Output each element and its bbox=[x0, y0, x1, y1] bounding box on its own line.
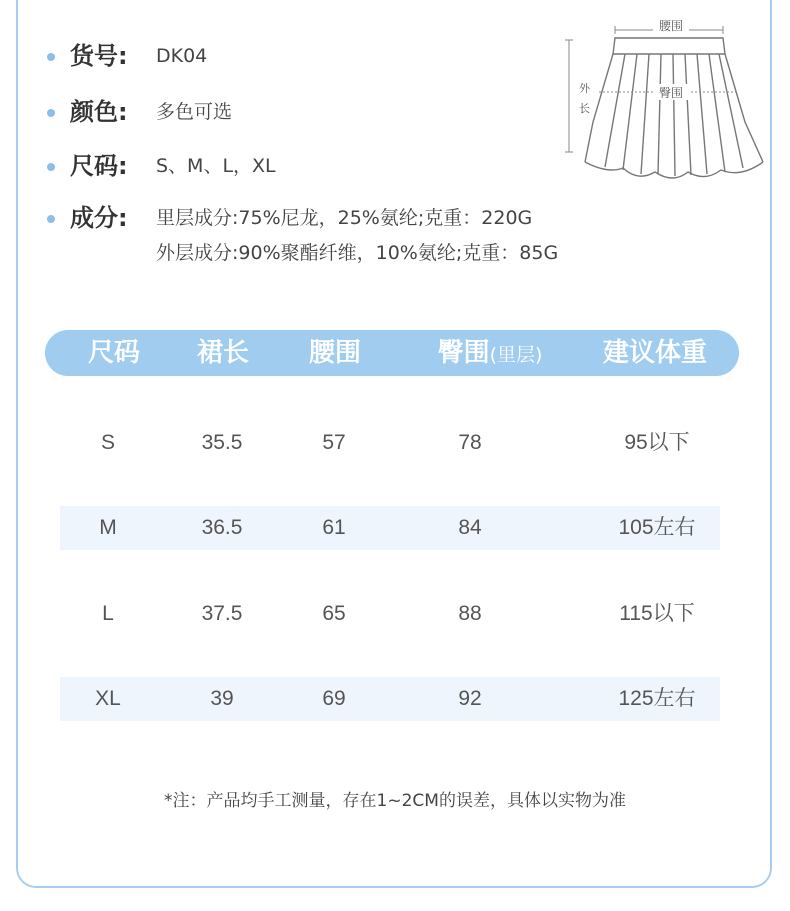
hip-label: 臀围 bbox=[658, 86, 684, 100]
cell-waist: 65 bbox=[322, 602, 346, 625]
spec-label-item-number: 货号: bbox=[70, 42, 128, 70]
cell-weight: 105左右 bbox=[618, 516, 696, 539]
size-table-header bbox=[45, 330, 739, 376]
length-label-bottom: 长 bbox=[579, 102, 590, 115]
header-waist: 腰围 bbox=[308, 338, 361, 368]
cell-skirt-length: 37.5 bbox=[201, 602, 243, 625]
spec-color bbox=[47, 97, 232, 127]
cell-size: M bbox=[99, 516, 117, 539]
spec-label-size: 尺码: bbox=[70, 152, 128, 180]
cell-size: XL bbox=[95, 687, 121, 710]
spec-value-color: 多色可选 bbox=[156, 101, 233, 123]
cell-hip: 88 bbox=[458, 602, 482, 625]
cell-hip: 84 bbox=[458, 516, 482, 539]
composition-inner-layer: 里层成分:75%尼龙，25%氨纶;克重：220G bbox=[156, 207, 533, 229]
cell-waist: 61 bbox=[322, 516, 346, 539]
bullet-icon bbox=[47, 53, 55, 61]
table-row bbox=[60, 677, 720, 721]
cell-weight: 95以下 bbox=[624, 431, 690, 454]
header-hip-label: 臀围 bbox=[437, 338, 490, 368]
spec-label-composition: 成分: bbox=[70, 204, 128, 232]
waist-label: 腰围 bbox=[658, 19, 684, 33]
cell-size: S bbox=[100, 431, 115, 454]
header-skirt-length: 裙长 bbox=[196, 338, 249, 368]
cell-hip: 78 bbox=[458, 431, 482, 454]
measurement-note: *注：产品均手工测量，存在1~2CM的误差，具体以实物为准 bbox=[164, 791, 626, 811]
cell-skirt-length: 36.5 bbox=[201, 516, 243, 539]
spec-composition bbox=[47, 203, 558, 268]
header-hip bbox=[415, 330, 565, 376]
spec-value-item-number: DK04 bbox=[156, 45, 208, 67]
skirt-measurement-diagram bbox=[563, 12, 773, 192]
header-recommended-weight: 建议体重 bbox=[602, 338, 707, 368]
bullet-icon bbox=[47, 215, 55, 223]
spec-value-composition bbox=[156, 203, 558, 268]
spec-label-color: 颜色: bbox=[70, 98, 128, 126]
table-row bbox=[60, 592, 720, 636]
spec-size bbox=[47, 151, 276, 181]
cell-weight: 115以下 bbox=[619, 602, 695, 625]
cell-size: L bbox=[102, 602, 114, 625]
length-label-top: 外 bbox=[579, 82, 590, 95]
cell-waist: 69 bbox=[322, 687, 346, 710]
table-row bbox=[60, 506, 720, 550]
header-size: 尺码 bbox=[87, 338, 140, 368]
table-row bbox=[60, 421, 720, 465]
cell-skirt-length: 35.5 bbox=[201, 431, 243, 454]
cell-waist: 57 bbox=[322, 431, 346, 454]
cell-skirt-length: 39 bbox=[210, 687, 234, 710]
cell-weight: 125左右 bbox=[618, 687, 696, 710]
header-hip-note: (里层) bbox=[489, 344, 543, 366]
cell-hip: 92 bbox=[458, 687, 482, 710]
spec-item-number bbox=[47, 41, 207, 71]
spec-value-size: S、M、L，XL bbox=[156, 155, 276, 177]
composition-outer-layer: 外层成分:90%聚酯纤维，10%氨纶;克重：85G bbox=[156, 242, 559, 264]
bullet-icon bbox=[47, 163, 55, 171]
bullet-icon bbox=[47, 109, 55, 117]
